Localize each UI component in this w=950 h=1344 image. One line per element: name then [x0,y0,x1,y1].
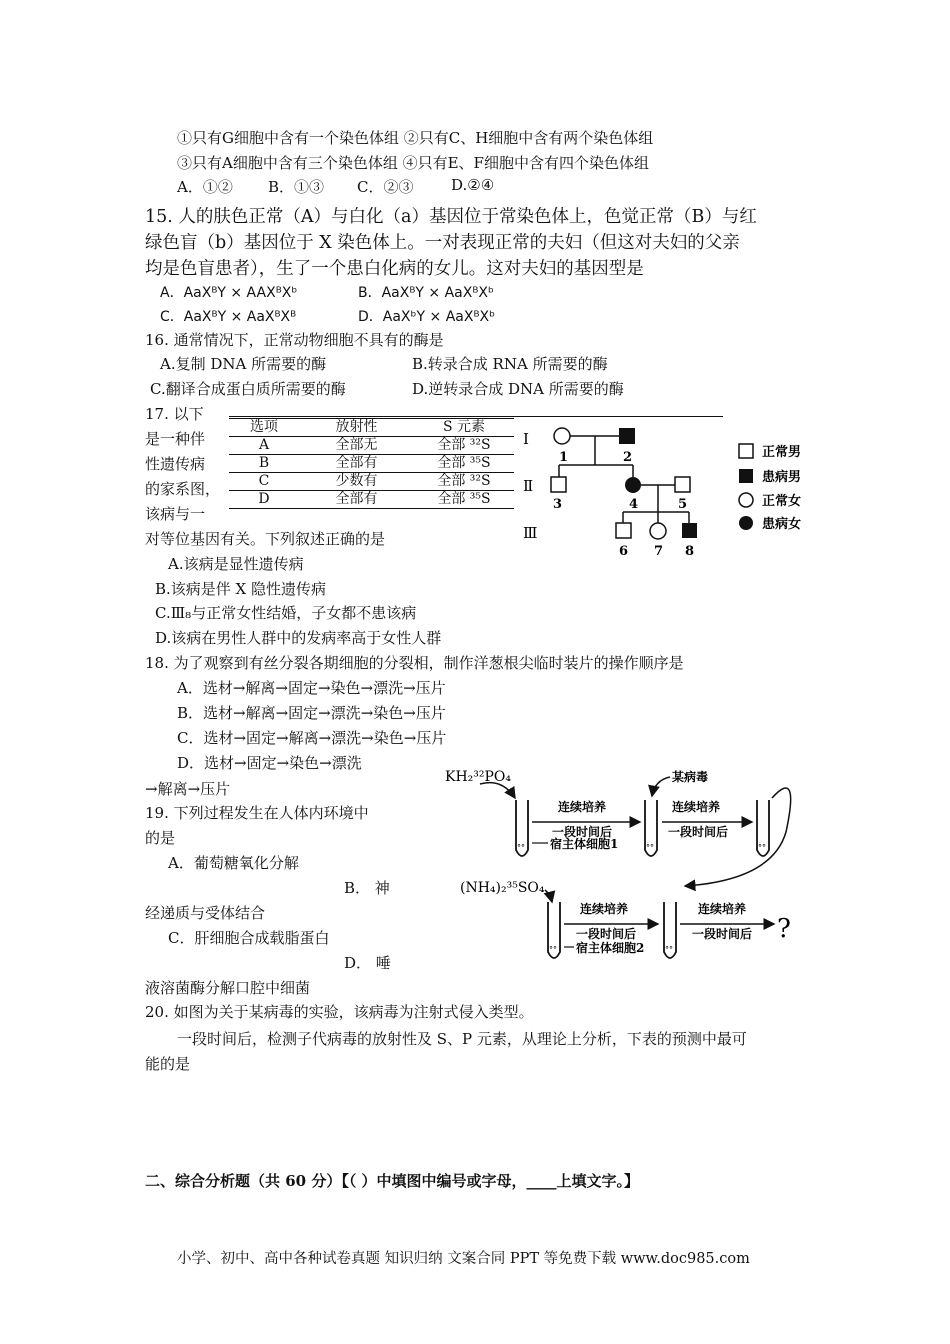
q17-option-b: B.该病是伴 X 隐性遗传病 [155,580,327,598]
q15-option-a: A．AaXᴮY × AAXᴮXᵇ [160,285,298,301]
table-cell: A [229,437,299,455]
cells-icon: °° [517,843,525,852]
legend-normal-male-icon [739,444,753,458]
table-cell: 全部 ³²S [414,473,514,491]
q14-option-b: B．①③ [268,178,325,196]
section-2-title: 二、综合分析题（共 60 分）【（ ）中填图中编号或字母，____上填文字。】 [145,1172,640,1190]
cells-icon: °° [646,843,654,852]
table-header-row [229,419,514,437]
q15-option-d: D．AaXᵇY × AaXᴮXᵇ [358,309,496,325]
individual-8 [682,523,697,538]
q19-option-c: C．肝细胞合成载脂蛋白 [168,929,330,947]
individual-2 [619,428,635,444]
table-row [229,437,514,455]
q17-stem-2: 是一种伴 [145,430,206,448]
q19-option-a: A．葡萄糖氧化分解 [168,854,299,872]
prediction-table [229,418,514,509]
individual-number: 1 [559,450,569,465]
individual-6 [616,523,631,538]
table-cell: 全部有 [299,455,414,473]
q16-option-b: B.转录合成 RNA 所需要的酶 [412,355,608,373]
generation-label: Ⅲ [523,524,538,542]
legend-label: 正常男 [762,445,802,460]
step-label: 连续培养 [672,800,721,814]
q18-option-b: B．选材→解离→固定→漂洗→染色→压片 [177,704,446,722]
legend-label: 患病女 [762,517,802,532]
arrow [545,890,552,902]
generation-label: Ⅱ [523,477,534,495]
q16-option-d: D.逆转录合成 DNA 所需要的酶 [412,380,624,398]
individual-7 [650,523,666,539]
table-row [229,491,514,509]
q15-stem-2: 绿色盲（b）基因位于 X 染色体上。一对表现正常的夫妇（但这对夫妇的父亲 [145,233,740,253]
table-row [229,455,514,473]
table-cell: 少数有 [299,473,414,491]
q16-option-c: C.翻译合成蛋白质所需要的酶 [150,380,346,398]
reagent-label: KH₂³²PO₄ [445,769,512,785]
virus-experiment-diagram [440,762,820,974]
table-header-cell: S 元素 [414,419,514,437]
q17-option-a: A.该病是显性遗传病 [168,555,304,573]
q14-option-c: C．②③ [357,178,414,196]
legend-affected-male-icon [739,469,753,483]
legend-affected-female-icon [739,516,753,530]
q18-option-c: C．选材→固定→解离→漂洗→染色→压片 [177,729,447,747]
q18-stem: 18. 为了观察到有丝分裂各期细胞的分裂相，制作洋葱根尖临时装片的操作顺序是 [145,654,684,672]
cells-icon: °° [758,843,766,852]
table-row [229,473,514,491]
cells-icon: °° [665,945,673,954]
table-header-cell: 选项 [229,419,299,437]
q15-option-c: C．AaXᴮY × AaXᴮXᴮ [160,309,297,325]
q17-stem-6: 对等位基因有关。下列叙述正确的是 [145,530,386,548]
individual-4 [625,477,641,493]
step-label: 一段时间后 [668,825,729,839]
q19-option-b-cont: 经递质与受体结合 [145,904,266,922]
q20-stem: 20. 如图为关于某病毒的实验，该病毒为注射式侵入类型。 [145,1003,534,1021]
table-top-rule [229,416,723,417]
q15-stem-1: 15. 人的肤色正常（A）与白化（a）基因位于常染色体上，色觉正常（B）与红 [145,207,757,227]
q17-stem-1: 17. 以下 [145,405,204,423]
q14-statement-2: ③只有A细胞中含有三个染色体组 ④只有E、F细胞中含有四个染色体组 [177,154,649,172]
table-cell: 全部无 [299,437,414,455]
q17-option-c: C.Ⅲ₈与正常女性结婚，子女都不患该病 [155,604,417,622]
q18-option-a: A．选材→解离→固定→染色→漂洗→压片 [177,679,446,697]
q15-stem-3: 均是色盲患者），生了一个患白化病的女儿。这对夫妇的基因型是 [145,259,644,279]
table-cell: 全部 ³²S [414,437,514,455]
q14-option-d: D.②④ [451,176,495,194]
q20-stem-3: 能的是 [145,1055,191,1073]
individual-number: 8 [685,544,695,559]
step-label: 一段时间后 [576,927,637,941]
table-cell: 全部 ³⁵S [414,455,514,473]
cells-icon: °° [549,945,557,954]
individual-5 [675,477,690,492]
q15-option-b: B．AaXᴮY × AaXᴮXᵇ [358,285,494,301]
q19-option-d-cont: 液溶菌酶分解口腔中细菌 [145,979,311,997]
question-mark: ? [777,914,791,944]
table-cell: B [229,455,299,473]
step-label: 连续培养 [580,902,629,916]
arrow [652,777,670,796]
step-label: 连续培养 [558,800,607,814]
legend-label: 患病男 [762,470,802,485]
step-label: 一段时间后 [552,825,613,839]
q17-stem-3: 性遗传病 [145,455,206,473]
q17-stem-4: 的家系图， [145,480,221,498]
individual-number: 4 [629,497,639,512]
individual-number: 6 [619,544,629,559]
q14-option-a: A．①② [177,178,233,196]
q18-option-d-cont: →解离→压片 [145,780,231,798]
q19-option-d: D． 唾 [344,954,391,972]
q16-option-a: A.复制 DNA 所需要的酶 [160,355,327,373]
table-cell: D [229,491,299,509]
q19-stem-2: 的是 [145,829,176,847]
q20-stem-2: 一段时间后，检测子代病毒的放射性及 S、P 元素，从理论上分析，下表的预测中最可 [177,1030,747,1048]
legend-label: 正常女 [762,494,802,509]
q18-option-d: D．选材→固定→染色→漂洗 [177,754,362,772]
step-label: 一段时间后 [692,927,753,941]
q19-option-b: B． 神 [344,879,390,897]
individual-number: 7 [654,544,664,559]
q17-option-d: D.该病在男性人群中的发病率高于女性人群 [155,629,442,647]
individual-3 [551,477,566,492]
individual-number: 2 [623,450,633,465]
table-cell: C [229,473,299,491]
step-label: 连续培养 [698,902,747,916]
pedigree-diagram [515,420,815,565]
q17-stem-5: 该病与一 [145,505,206,523]
generation-label: Ⅰ [523,430,529,448]
individual-1 [554,428,570,444]
legend-normal-female-icon [739,493,753,507]
reagent-label: (NH₄)₂³⁵SO₄ [460,880,545,896]
q16-stem: 16. 通常情况下，正常动物细胞不具有的酶是 [145,331,444,349]
q14-statement-1: ①只有G细胞中含有一个染色体组 ②只有C、H细胞中含有两个染色体组 [177,129,654,147]
table-header-cell: 放射性 [299,419,414,437]
footer-text: 小学、初中、高中各种试卷真题 知识归纳 文案合同 PPT 等免费下载 www.doc985.com [177,1251,750,1267]
table-cell: 全部 ³⁵S [414,491,514,509]
individual-number: 3 [553,497,563,512]
table-cell: 全部有 [299,491,414,509]
virus-label: 某病毒 [672,770,709,784]
host-label: 宿主体细胞2 [576,941,645,955]
individual-number: 5 [678,497,688,512]
host-label: 宿主体细胞1 [550,837,619,851]
q19-stem-1: 19. 下列过程发生在人体内环境中 [145,804,369,822]
